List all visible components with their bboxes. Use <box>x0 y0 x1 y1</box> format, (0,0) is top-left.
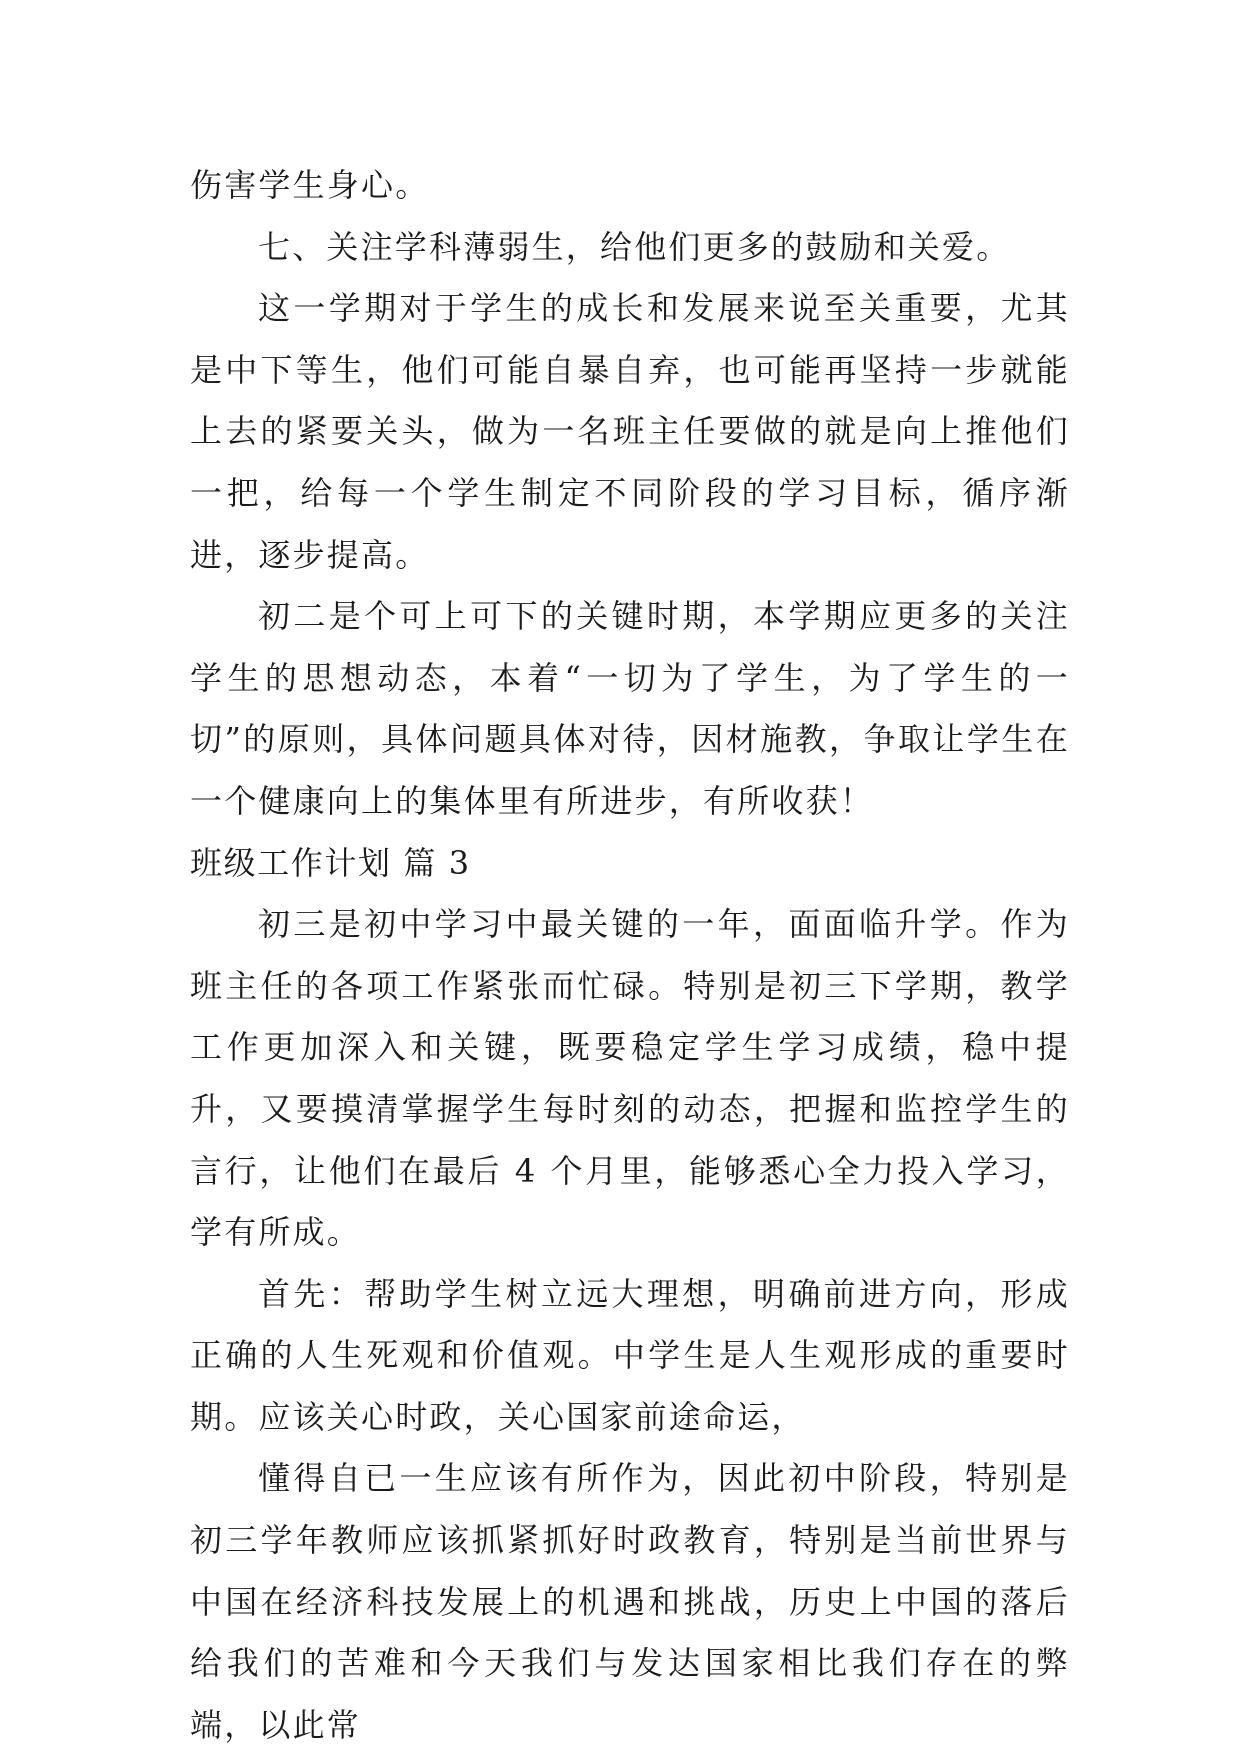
paragraph: 七、关注学科薄弱生，给他们更多的鼓励和关爱。 <box>258 227 1011 266</box>
paragraph: 初三是初中学习中最关键的一年，面面临升学。作为班主任的各项工作紧张而忙碌。特别是初三下学期，教学工作更加深入和关键，既要稳定学生学习成绩，稳中提升，又要摸清掌握学生每时刻的动态，把握和监控学生的言行，让他们在最后 4 个月里，能够悉心全力投入学习，学有所成。 <box>190 905 1070 1252</box>
paragraph: 初二是个可上可下的关键时期，本学期应更多的关注学生的思想动态，本着“一切为了学生，为了学生的一切”的原则，具体问题具体对待，因材施教，争取让学生在一个健康向上的集体里有所进步，有所收获！ <box>190 597 1070 820</box>
paragraph: 这一学期对于学生的成长和发展来说至关重要，尤其是中下等生，他们可能自暴自弃，也可能再坚持一步就能上去的紧要关头，做为一名班主任要做的就是向上推他们一把，给每一个学生制定不同阶段的学习目标，循序渐进，逐步提高。 <box>190 289 1070 574</box>
document-body <box>190 155 1070 1756</box>
section-heading: 班级工作计划 篇 3 <box>190 843 471 882</box>
paragraph: 首先：帮助学生树立远大理想，明确前进方向，形成正确的人生死观和价值观。中学生是人生观形成的重要时期。应该关心时政，关心国家前途命运， <box>190 1274 1070 1436</box>
paragraph: 懂得自已一生应该有所作为，因此初中阶段，特别是初三学年教师应该抓紧抓好时政教育，特别是当前世界与中国在经济科技发展上的机遇和挑战，历史上中国的落后给我们的苦难和今天我们与发达国家相比我们存在的弊端，以此常 <box>190 1459 1070 1744</box>
paragraph: 伤害学生身心。 <box>190 166 430 204</box>
